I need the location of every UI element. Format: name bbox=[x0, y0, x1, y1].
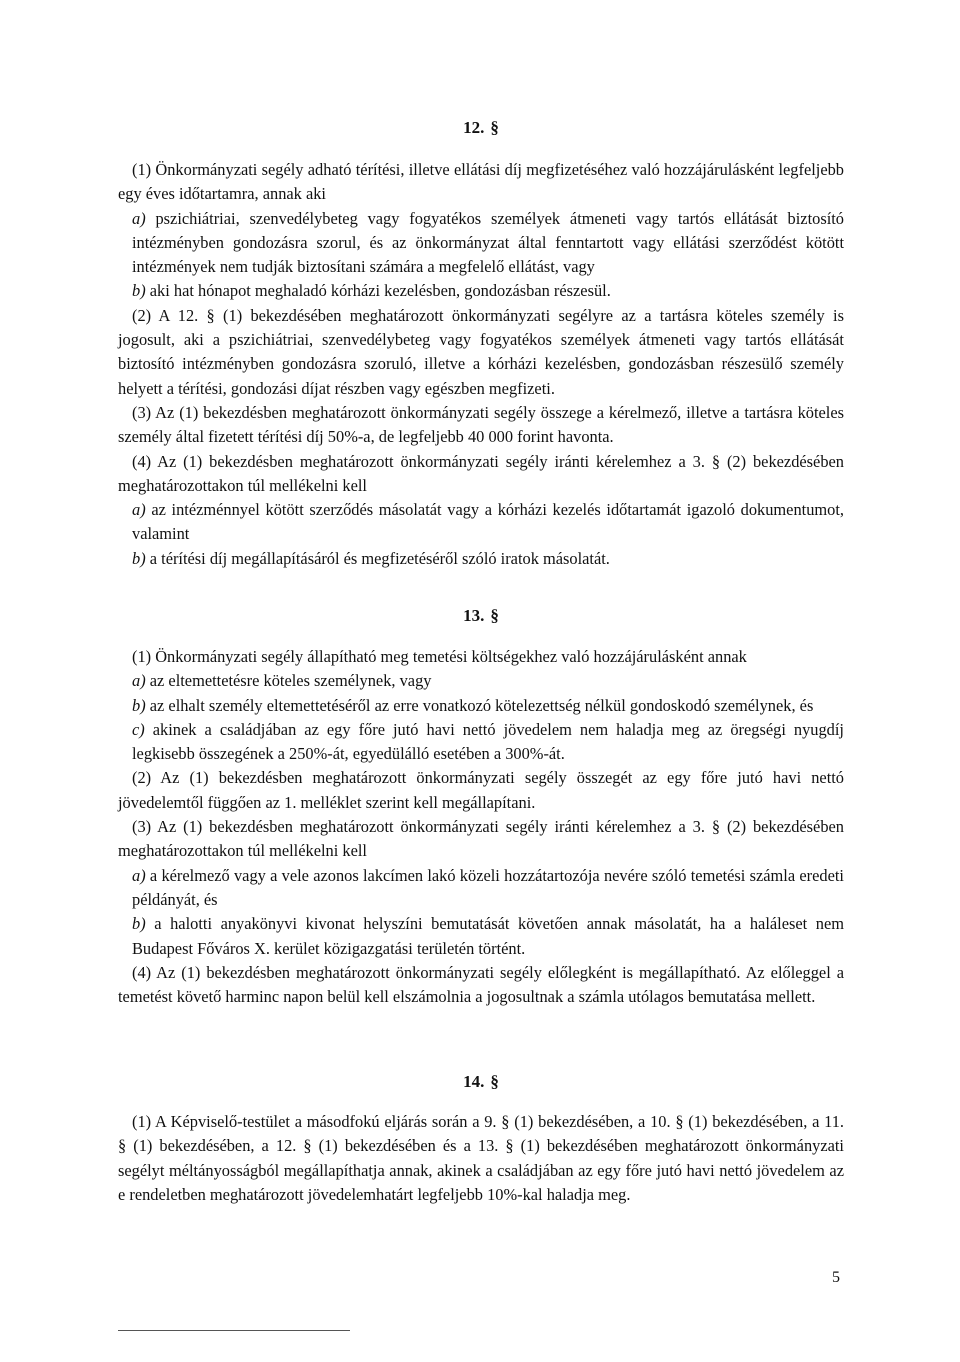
item-label: a) bbox=[132, 865, 146, 885]
paragraph-13-3-intro: (3) Az (1) bekezdésben meghatározott önkormányzati segély iránti kérelemhez a 3. § (2) bekezdésében meghatározottakon túl mellékelni kell bbox=[118, 817, 844, 861]
paragraph-13-3-a bbox=[118, 864, 844, 913]
section-13-heading bbox=[118, 606, 844, 626]
section-sign: § bbox=[490, 606, 499, 625]
section-12-body bbox=[118, 158, 844, 571]
section-sign: § bbox=[490, 118, 499, 137]
item-label: a) bbox=[132, 671, 146, 691]
item-label: c) bbox=[132, 719, 145, 739]
paragraph-13-1-c bbox=[118, 718, 844, 767]
footer-rule bbox=[118, 1330, 350, 1331]
item-text: a halotti anyakönyvi kivonat helyszíni bemutatását követően annak másolatát, ha a haláleset nem Budapest Főváros X. kerület közigazgatási területén történt. bbox=[132, 914, 844, 958]
paragraph-13-2: (2) Az (1) bekezdésben meghatározott önkormányzati segély összegét az egy főre jutó havi nettó jövedelemtől függően az 1. melléklet szerint kell megállapítani. bbox=[118, 768, 844, 812]
item-label: b) bbox=[132, 548, 146, 568]
section-14-body bbox=[118, 1110, 844, 1207]
paragraph-12-1-b bbox=[118, 279, 844, 303]
item-text: az eltemettetésre köteles személynek, vagy bbox=[149, 671, 432, 691]
item-label: b) bbox=[132, 914, 146, 934]
item-text: a kérelmező vagy a vele azonos lakcímen lakó közeli hozzátartozója nevére szóló temetési számla eredeti példányát, és bbox=[132, 865, 844, 909]
item-label: a) bbox=[132, 500, 146, 520]
paragraph-13-1-b bbox=[118, 694, 844, 718]
paragraph-12-2: (2) A 12. § (1) bekezdésében meghatározott önkormányzati segélyre az a tartásra köteles személy is jogosult, aki a pszichiátriai, szenvedélybeteg vagy fogyatékos személyek átmeneti vagy tartós ellátását biztosító intézményben gondozásra szoruló, illetve a kórházi kezelésben, gondozásban részesülő személy helyett a térítési, gondozási díjat részben vagy egészben megfizeti. bbox=[118, 305, 844, 398]
section-12-heading bbox=[118, 118, 844, 138]
page-number: 5 bbox=[832, 1269, 840, 1286]
paragraph-13-4: (4) Az (1) bekezdésben meghatározott önkormányzati segély előlegként is megállapítható. Az előleggel a temetést követő harminc napon belül kell elszámolnia a jogosultnak a számla utólagos bemutatása mellett. bbox=[118, 962, 844, 1007]
paragraph-12-1-intro: (1) Önkormányzati segély adható térítési, illetve ellátási díj megfizetéséhez való hozzájárulásként legfeljebb egy éves időtartamra, annak aki bbox=[118, 160, 844, 204]
item-label: a) bbox=[132, 208, 146, 228]
paragraph-14-1: (1) A Képviselő-testület a másodfokú eljárás során a 9. § (1) bekezdésében, a 10. § (1) bekezdésében, a 11. § (1) bekezdésében, a 12. § (1) bekezdésében és a 13. § (1) bekezdésében meghatározott önkormányzati segélyt méltányosságból megállapíthatja annak, akinek a családjában az egy főre jutó havi nettó jövedelem az e rendeletben meghatározott jövedelemhatárt legfeljebb 10%-kal haladja meg. bbox=[118, 1112, 844, 1204]
paragraph-12-3: (3) Az (1) bekezdésben meghatározott önkormányzati segély összege a kérelmező, illetve a tartásra köteles személy által fizetett térítési díj 50%-a, de legfeljebb 40 000 forint havonta. bbox=[118, 402, 844, 447]
item-text: aki hat hónapot meghaladó kórházi kezelésben, gondozásban részesül. bbox=[149, 281, 611, 301]
paragraph-13-1-intro: (1) Önkormányzati segély állapítható meg temetési költségekhez való hozzájárulásként annak bbox=[132, 647, 747, 666]
paragraph-12-4-b bbox=[118, 547, 844, 571]
paragraph-12-4-intro: (4) Az (1) bekezdésben meghatározott önkormányzati segély iránti kérelemhez a 3. § (2) bekezdésében meghatározottakon túl mellékelni kell bbox=[118, 451, 844, 495]
section-number: 14. bbox=[463, 1072, 485, 1091]
item-text: pszichiátriai, szenvedélybeteg vagy fogyatékos személyek átmeneti vagy tartós ellátását biztosító intézményben gondozásra szorul, és az önkormányzat által fenntartott vagy ellátási szerződést kötött intézmények nem tudják biztosítani számára a megfelelő ellátást, vagy bbox=[132, 208, 844, 277]
item-text: akinek a családjában az egy főre jutó havi nettó jövedelem nem haladja meg az öregségi nyugdíj legkisebb összegének a 250%-át, egyedülálló esetében a 300%-át. bbox=[132, 719, 844, 764]
section-number: 12. bbox=[463, 118, 485, 137]
paragraph-12-1-a bbox=[118, 207, 844, 280]
item-text: az intézménnyel kötött szerződés másolatát vagy a kórházi kezelés időtartamát igazoló dokumentumot, valamint bbox=[132, 500, 844, 544]
section-14-heading bbox=[118, 1072, 844, 1092]
item-label: b) bbox=[132, 281, 146, 301]
paragraph-13-3-b bbox=[118, 912, 844, 961]
item-text: a térítési díj megállapításáról és megfizetéséről szóló iratok másolatát. bbox=[149, 548, 610, 568]
paragraph-13-1-a bbox=[118, 669, 844, 693]
item-text: az elhalt személy eltemettetéséről az erre vonatkozó kötelezettség nélkül gondoskodó személynek, és bbox=[149, 695, 814, 715]
item-label: b) bbox=[132, 695, 146, 715]
section-13-body bbox=[118, 645, 844, 1009]
paragraph-12-4-a bbox=[118, 498, 844, 547]
section-sign: § bbox=[490, 1072, 499, 1091]
section-number: 13. bbox=[463, 606, 485, 625]
